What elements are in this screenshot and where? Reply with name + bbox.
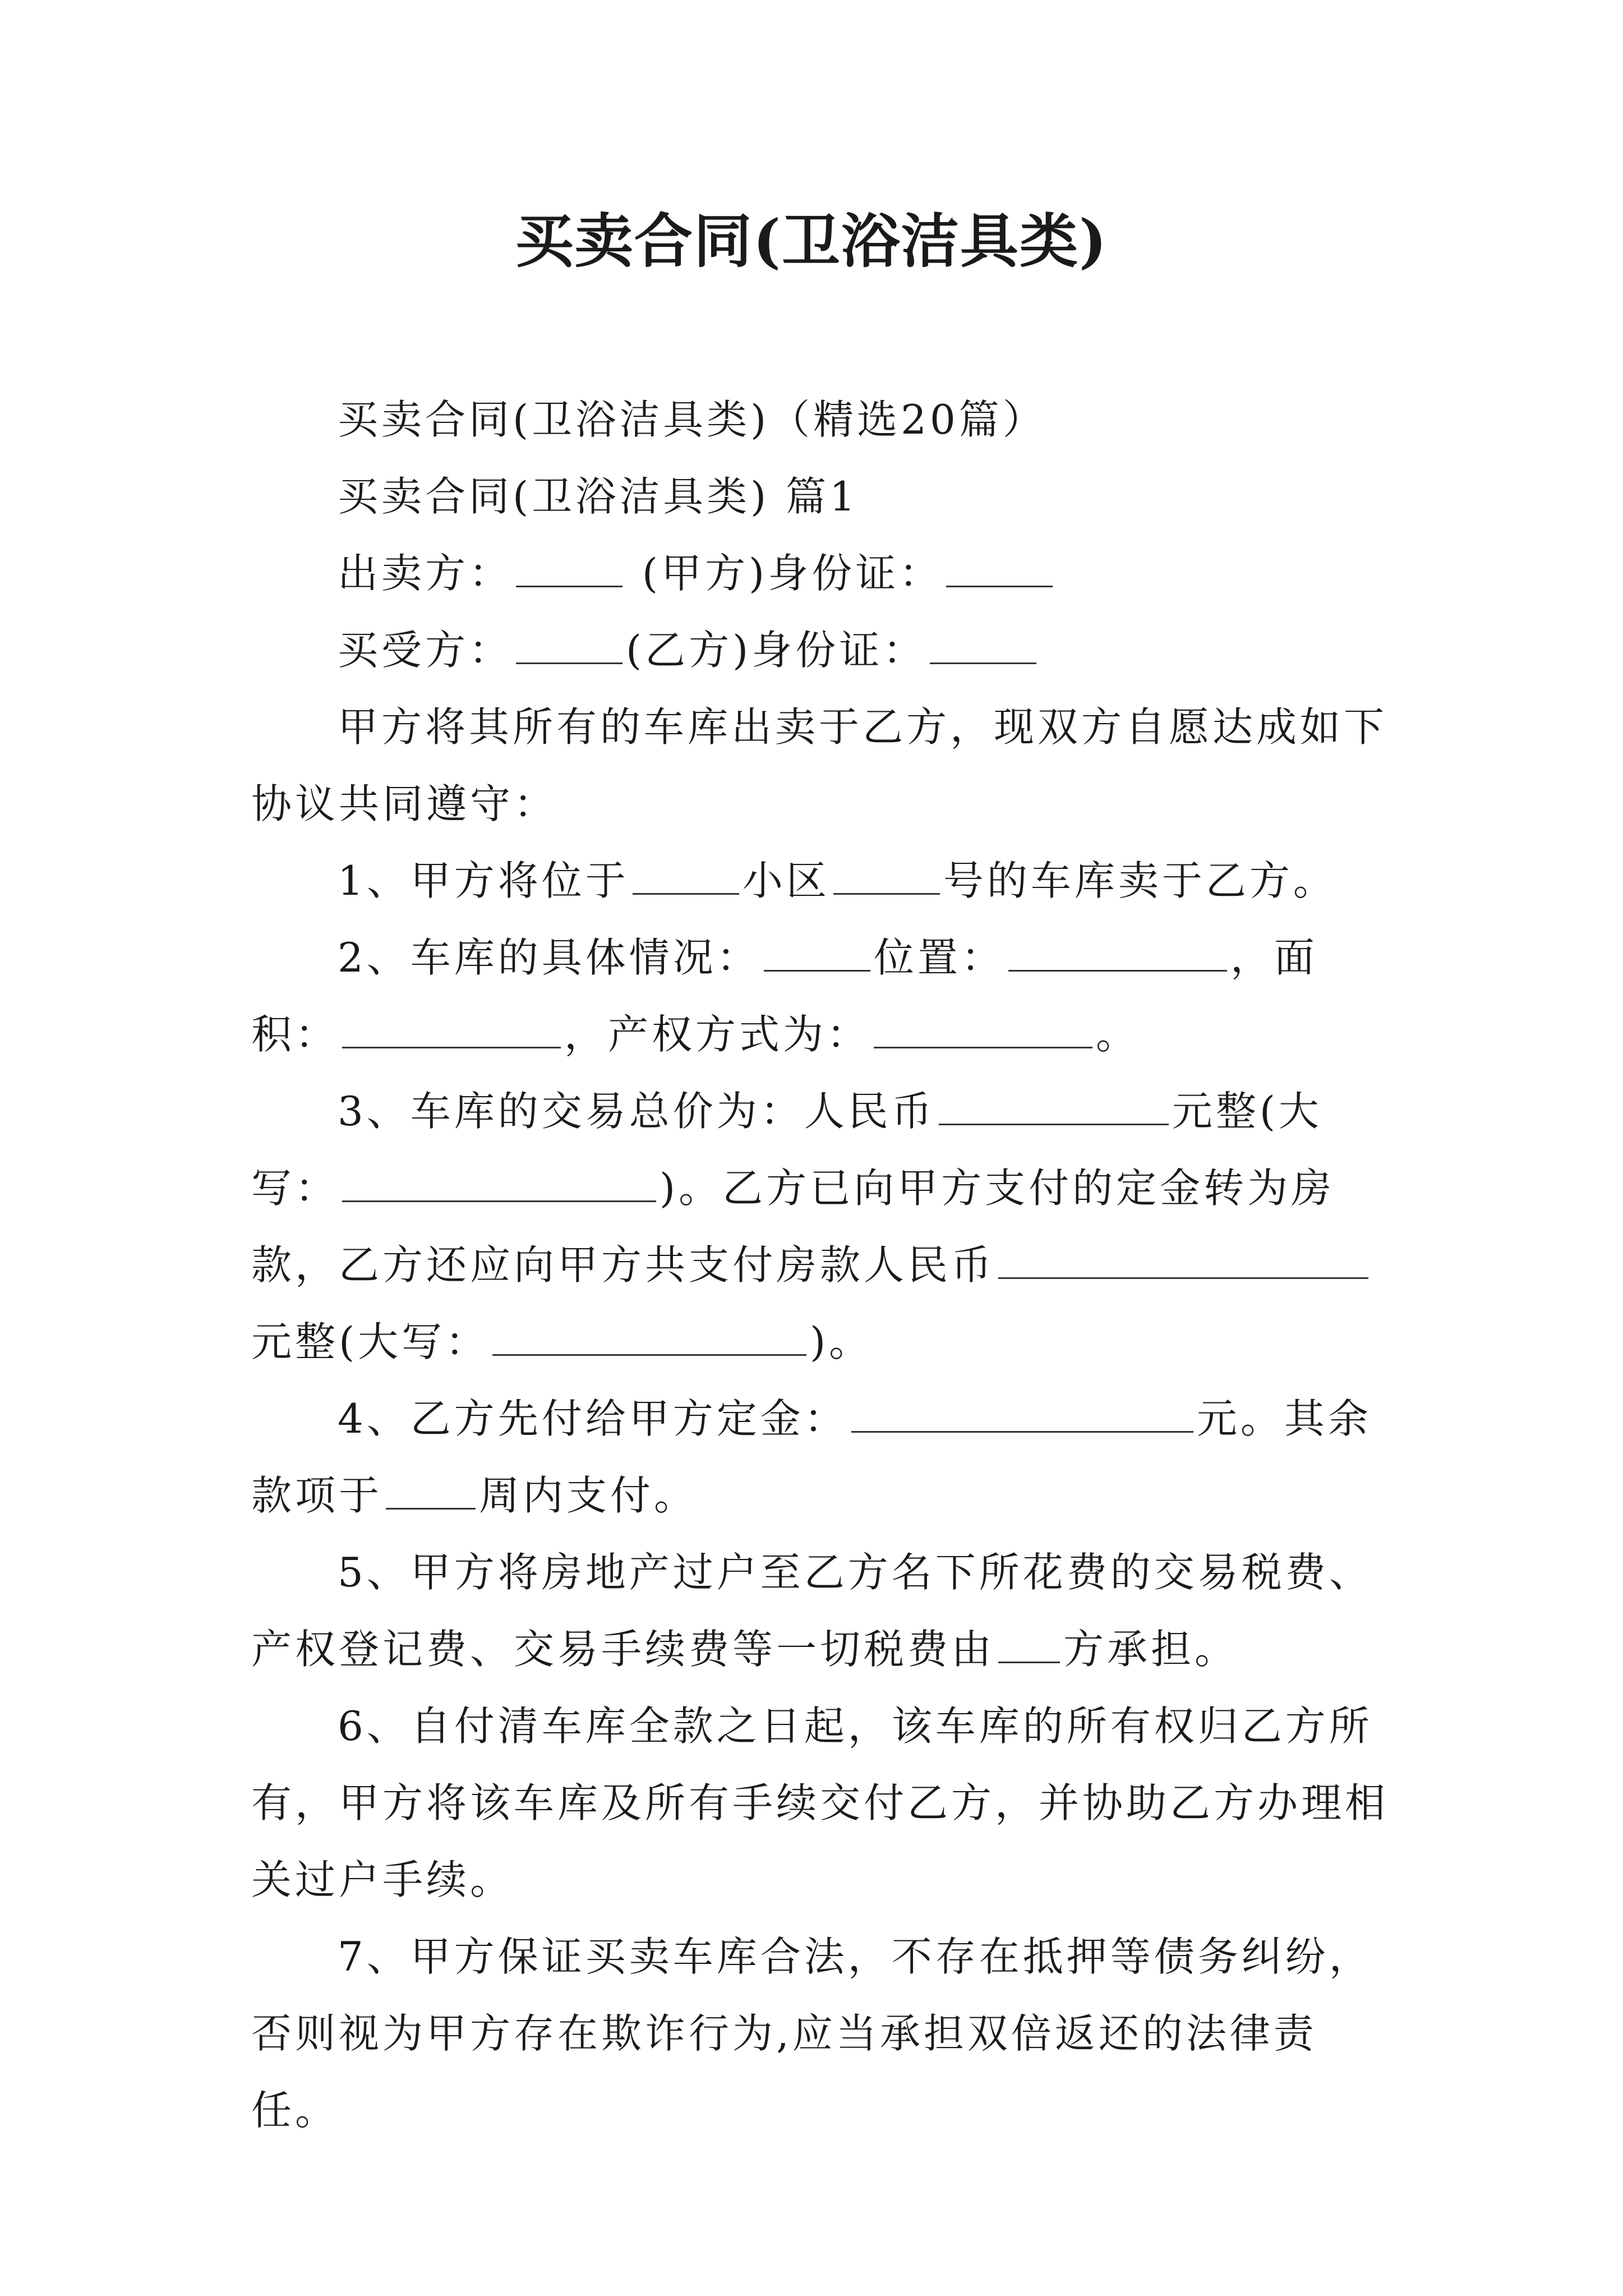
clause-2-text-d: ，产权方式为： bbox=[564, 1011, 871, 1058]
remaining-price-blank bbox=[998, 1241, 1368, 1279]
buyer-id-blank bbox=[930, 627, 1036, 664]
clause-3-text-e: )。 bbox=[810, 1318, 873, 1365]
clause-1-text-a: 1、甲方将位于 bbox=[338, 857, 629, 904]
clause-3-text-c: )。乙方已向甲方支付的定金转为房款，乙方还应向甲方共支付房款人民币 bbox=[251, 1165, 1335, 1289]
clause-7: 7、甲方保证买卖车库合法，不存在抵押等债务纠纷，否则视为甲方存在欺诈行为,应当承担双倍返还的法律责任。 bbox=[251, 1933, 1373, 2134]
clause-1-text-c: 号的车库卖于乙方。 bbox=[943, 857, 1337, 904]
remaining-price-capital-blank bbox=[492, 1318, 806, 1356]
seller-label: 出卖方： bbox=[338, 550, 513, 597]
total-price-capital-blank bbox=[342, 1165, 656, 1202]
paragraph-seller bbox=[251, 535, 1390, 612]
clause-4-text-c: 周内支付。 bbox=[479, 1472, 698, 1519]
buyer-id-label: (乙方)身份证： bbox=[626, 627, 927, 674]
paragraph-intro: 甲方将其所有的车库出卖于乙方，现双方自愿达成如下协议共同遵守： bbox=[251, 703, 1388, 827]
clause-4 bbox=[251, 1381, 1390, 1534]
paragraph-buyer bbox=[251, 612, 1390, 689]
seller-id-blank bbox=[946, 550, 1053, 587]
deposit-blank bbox=[851, 1395, 1193, 1433]
clause-6: 6、自付清车库全款之日起，该车库的所有权归乙方所有，甲方将该车库及所有手续交付乙方，并协助乙方办理相关过户手续。 bbox=[251, 1703, 1389, 1903]
clause-5-text-b: 方承担。 bbox=[1063, 1626, 1239, 1673]
clause-5-text-a: 5、甲方将房地产过户至乙方名下所花费的交易税费、产权登记费、交易手续费等一切税费由 bbox=[251, 1549, 1373, 1673]
clause-3-text-b: 元整(大写： bbox=[251, 1088, 1322, 1212]
document-title: 买卖合同(卫浴洁具类) bbox=[515, 206, 1108, 275]
clause-4-text-a: 4、乙方先付给甲方定金： bbox=[338, 1395, 848, 1442]
document-body bbox=[251, 381, 1390, 2149]
weeks-blank bbox=[386, 1472, 476, 1510]
location-blank bbox=[1008, 934, 1227, 972]
details-blank bbox=[764, 934, 870, 972]
seller-id-label: (甲方)身份证： bbox=[642, 550, 943, 597]
clause-3-text-d: 元整(大写： bbox=[251, 1318, 490, 1365]
total-price-blank bbox=[939, 1088, 1169, 1125]
clause-2-text-a: 2、车库的具体情况： bbox=[338, 934, 760, 981]
clause-2 bbox=[251, 919, 1390, 1073]
clause-1 bbox=[251, 843, 1390, 919]
paragraph-section-heading: 买卖合同(卫浴洁具类) 篇1 bbox=[338, 473, 859, 520]
clause-2-text-b: 位置： bbox=[873, 934, 1005, 981]
buyer-name-blank bbox=[516, 627, 623, 664]
tax-party-blank bbox=[998, 1626, 1060, 1663]
community-blank bbox=[633, 857, 739, 895]
clause-2-text-c: ，面积： bbox=[251, 934, 1318, 1058]
ownership-blank bbox=[874, 1011, 1092, 1048]
paragraph-subtitle: 买卖合同(卫浴洁具类)（精选20篇） bbox=[338, 396, 1046, 443]
clause-5 bbox=[251, 1534, 1390, 1688]
clause-3 bbox=[251, 1073, 1390, 1381]
clause-4-text-b: 元。其余款项于 bbox=[251, 1395, 1372, 1519]
clause-1-text-b: 小区 bbox=[742, 857, 830, 904]
buyer-label: 买受方： bbox=[338, 627, 513, 674]
clause-3-text-a: 3、车库的交易总价为：人民币 bbox=[338, 1088, 935, 1135]
garage-number-blank bbox=[833, 857, 940, 895]
seller-name-blank bbox=[516, 550, 623, 587]
clause-2-text-e: 。 bbox=[1096, 1011, 1140, 1058]
area-blank bbox=[342, 1011, 561, 1048]
